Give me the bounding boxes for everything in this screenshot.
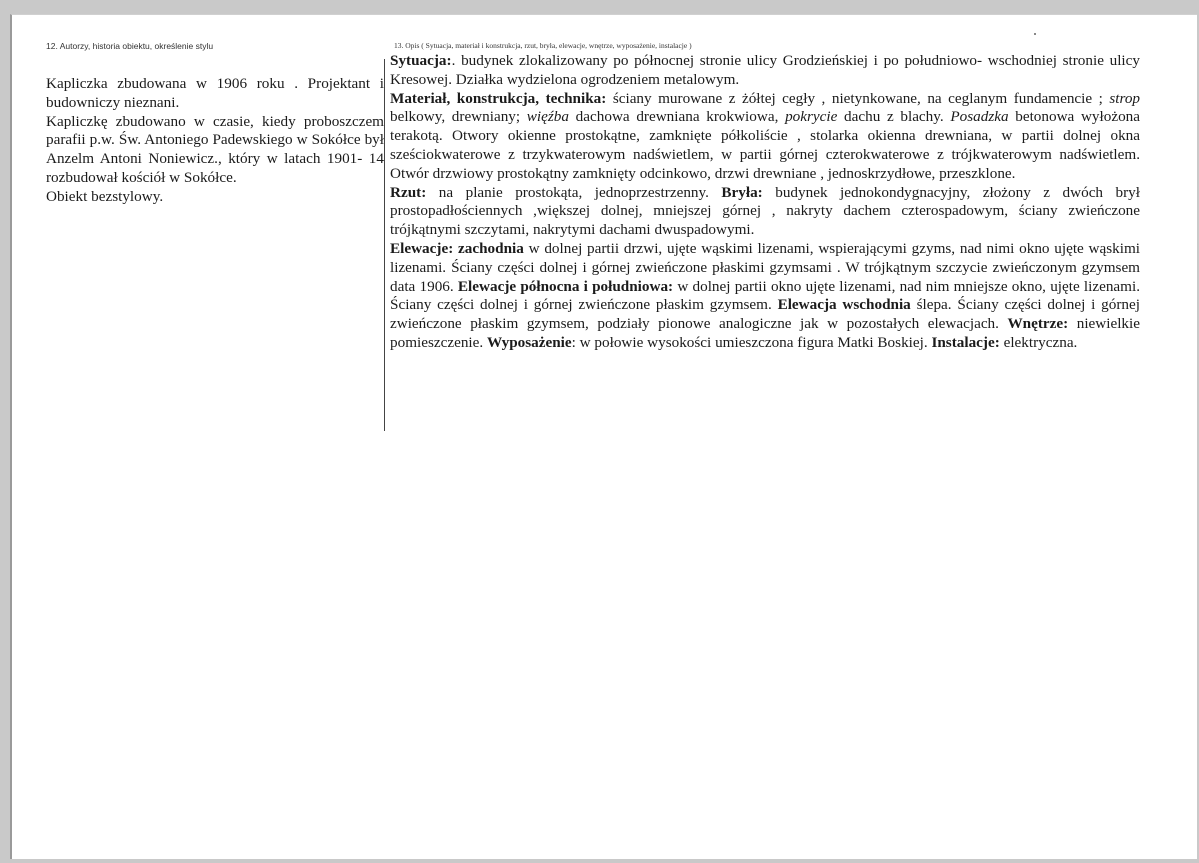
- label-elewacja-wschodnia: Elewacja wschodnia: [777, 296, 911, 314]
- label-material: Materiał, konstrukcja, technika:: [390, 89, 607, 107]
- text-material-2: belkowy, drewniany;: [390, 108, 527, 126]
- text-wyposazenie: : w połowie wysokości umieszczona figura Matki Boskiej.: [571, 333, 932, 351]
- text-wnetrze: niewielkie pomieszczenie.: [390, 315, 1140, 351]
- text-material-4: dachu z blachy.: [837, 108, 951, 126]
- history-line: Kapliczka zbudowana w 1906 roku . Projektant i budowniczy nieznani.: [46, 75, 384, 111]
- text-bryla: budynek jednokondygnacyjny, złożony z dwóch brył prostopadłościennych ,większej dolnej, mniejszej górnej , nakryty dachem czterospadowym, ściany zwieńczone trójkątnymi szczytami, nakrytymi dachami dwuspadowymi.: [390, 183, 1140, 239]
- document-page: [10, 14, 1197, 859]
- label-bryla: Bryła:: [721, 183, 763, 201]
- label-instalacje: Instalacje:: [931, 333, 1000, 351]
- text-rzut: na planie prostokąta, jednoprzestrzenny.: [426, 183, 722, 201]
- label-posadzka: Posadzka: [950, 108, 1009, 126]
- label-elewacje-pn-pd: Elewacje północna i południowa:: [457, 277, 674, 295]
- column-divider: [384, 59, 385, 431]
- label-elewacje-zachodnia: Elewacje: zachodnia: [390, 239, 524, 257]
- label-wiezba: więźba: [526, 108, 569, 126]
- label-wnetrze: Wnętrze:: [1007, 315, 1069, 333]
- text-material-3: dachowa drewniana krokwiowa,: [569, 108, 786, 126]
- label-sytuacja: Sytuacja:: [390, 52, 452, 69]
- history-column: [46, 41, 384, 207]
- history-line: Obiekt bezstylowy.: [46, 187, 164, 205]
- description-header: 13. Opis ( Sytuacja, materiał i konstrukcja, rzut, bryła, elewacje, wnętrze, wyposażenie, instalacje ): [394, 41, 692, 50]
- text-sytuacja: . budynek zlokalizowany po północnej stronie ulicy Grodzieńskiej i po południowo- wschodniej stronie ulicy Kresowej. Działka wydzielona ogrodzeniem metalowym.: [390, 52, 1140, 88]
- label-wyposazenie: Wyposażenie: [486, 333, 572, 351]
- history-text: [46, 75, 384, 207]
- scan-speck: [1034, 33, 1036, 35]
- text-material-5: betonowa wyłożona terakotą. Otwory okienne prostokątne, zamknięte półkoliście , stolarka okienna drewniana, w partii dolnej okna sześciokwaterowe z trzykwaterowym nadświetlem, w partii górnej czterokwaterowe z trójkwaterowym nadświetlem. Otwór drzwiowy prostokątny zamknięty odcinkowo, drzwi drewniane , jednoskrzydłowe, przeszklone.: [390, 108, 1141, 182]
- label-rzut: Rzut:: [390, 183, 427, 201]
- text-material-1: ściany murowane z żółtej cegły , nietynkowane, na ceglanym fundamencie ;: [606, 89, 1110, 107]
- description-column: [390, 41, 1140, 353]
- text-elewacje-zachodnia: w dolnej partii drzwi, ujęte wąskimi lizenami, wspierającymi gzyms, nad nimi okno ujęte wąskimi lizenami. Ściany części dolnej i górnej zwieńczone płaskimi gzymsami . W trójkątnym szczycie zwieńczonym gzymsem data 1906.: [390, 239, 1141, 295]
- text-elewacje-pn-pd: w dolnej partii okno ujęte lizenami, nad nim mniejsze okno, ujęte lizenami. Ściany części dolnej i górnej zwieńczone płaskim gzymsem.: [390, 277, 1141, 314]
- text-instalacje: elektryczna.: [999, 333, 1078, 351]
- label-strop: strop: [1109, 89, 1141, 107]
- history-line: Kapliczkę zbudowano w czasie, kiedy proboszczem parafii p.w. Św. Antoniego Padewskiego w Sokółce był Anzelm Antoni Noniewicz., który w latach 1901- 14 rozbudował kościół w Sokółce.: [46, 112, 384, 186]
- history-header: 12. Autorzy, historia obiektu, określenie stylu: [46, 41, 214, 51]
- text-elewacja-wschodnia: ślepa. Ściany części dolnej i górnej zwieńczone płaskim gzymsem, podziały pionowe analogiczne jak w pozostałych elewacjach.: [390, 296, 1140, 333]
- label-pokrycie: pokrycie: [785, 108, 838, 126]
- description-text: [390, 52, 1140, 353]
